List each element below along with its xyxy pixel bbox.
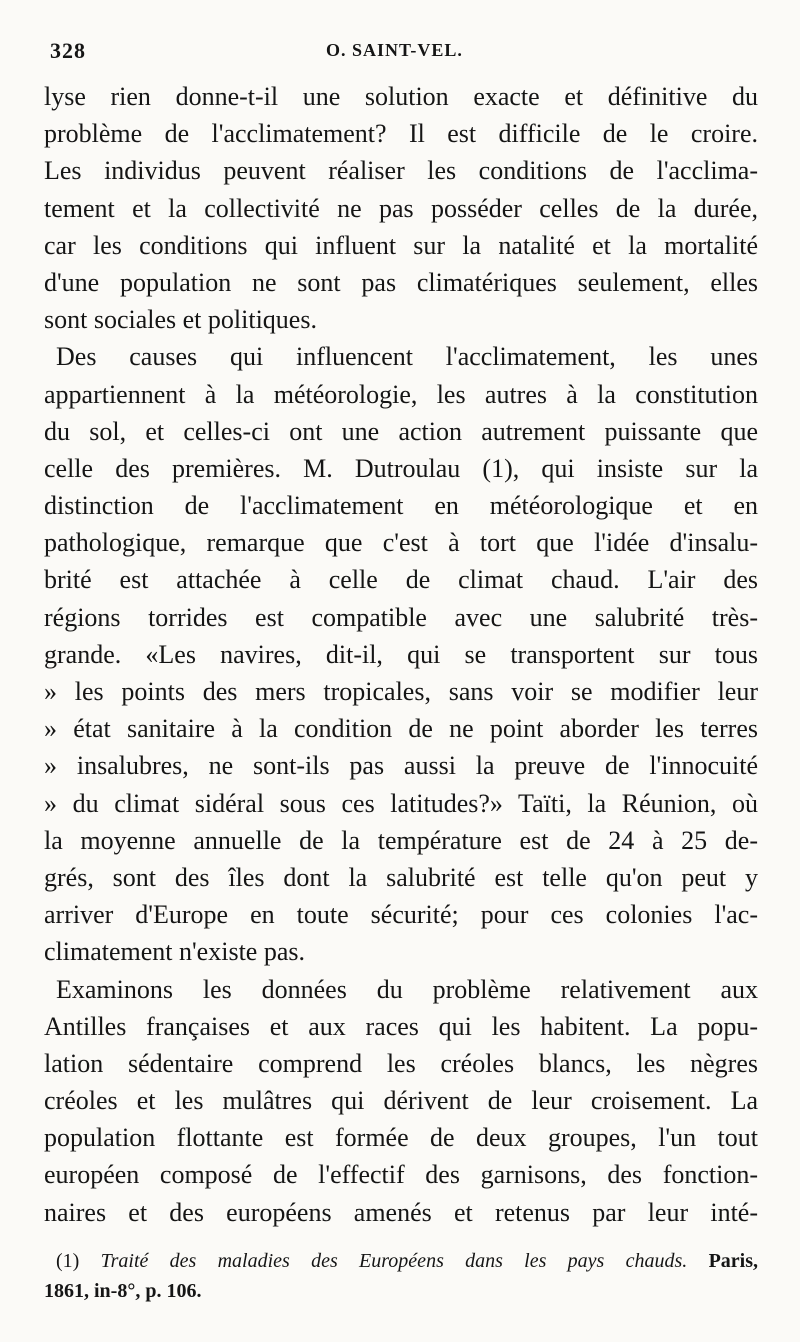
body-text (44, 78, 758, 1231)
text-line: la moyenne annuelle de la température est de 24 à 25 de- (44, 825, 758, 855)
text-line: grande. «Les navires, dit-il, qui se transportent sur tous (44, 639, 758, 669)
text-line: celle des premières. M. Dutroulau (1), qui insiste sur la (44, 453, 758, 483)
page-number: 328 (50, 38, 86, 63)
text-line: d'une population ne sont pas climatériques seulement, elles (44, 267, 758, 297)
running-head (44, 34, 758, 74)
text-line: du sol, et celles-ci ont une action autrement puissante que (44, 416, 758, 446)
text-line: naires et des européens amenés et retenus par leur inté- (44, 1197, 758, 1227)
text-line: » insalubres, ne sont-ils pas aussi la preuve de l'innocuité (44, 751, 758, 781)
text-line: Antilles françaises et aux races qui les habitent. La popu- (44, 1011, 758, 1041)
text-line: Examinons les données du problème relativement aux (56, 974, 758, 1004)
footnote-line: 1861, in-8°, p. 106. (44, 1280, 202, 1302)
text-line: régions torrides est compatible avec une salubrité très- (44, 602, 758, 632)
text-line: car les conditions qui influent sur la natalité et la mortalité (44, 230, 758, 260)
text-line: pathologique, remarque que c'est à tort que l'idée d'insalu- (44, 528, 758, 558)
text-line: lation sédentaire comprend les créoles blancs, les nègres (44, 1048, 758, 1078)
text-line: Les individus peuvent réaliser les conditions de l'acclima- (44, 156, 758, 186)
footnote-line (44, 1246, 758, 1276)
text-line: population flottante est formée de deux groupes, l'un tout (44, 1123, 758, 1153)
text-line: distinction de l'acclimatement en météorologique et en (44, 491, 758, 521)
text-line: arriver d'Europe en toute sécurité; pour ces colonies l'ac- (44, 900, 758, 930)
text-line: Des causes qui influencent l'acclimatement, les unes (56, 342, 758, 372)
text-line: appartiennent à la météorologie, les autres à la constitution (44, 379, 758, 409)
text-line: lyse rien donne-t-il une solution exacte et définitive du (44, 82, 758, 111)
text-line: européen composé de l'effectif des garnisons, des fonction- (44, 1160, 758, 1190)
text-line: grés, sont des îles dont la salubrité est telle qu'on peut y (44, 862, 758, 892)
footnote-title: Traité des maladies des Européens dans les pays chauds. (100, 1250, 688, 1272)
text-line: créoles et les mulâtres qui dérivent de leur croisement. La (44, 1086, 758, 1116)
text-line: climatement n'existe pas. (44, 937, 305, 967)
running-title: O. SAINT-VEL. (326, 40, 463, 60)
text-line: » les points des mers tropicales, sans voir se modifier leur (44, 677, 758, 706)
text-line: » du climat sidéral sous ces latitudes?» Taïti, la Réunion, où (44, 788, 758, 818)
footnote (44, 1246, 758, 1306)
text-line: tement et la collectivité ne pas posséder celles de la durée, (44, 193, 758, 223)
text-line: brité est attachée à celle de climat chaud. L'air des (44, 565, 758, 595)
footnote-place: Paris, (708, 1250, 758, 1272)
text-line: problème de l'acclimatement? Il est difficile de le croire. (44, 119, 758, 149)
footnote-marker: (1) (56, 1250, 80, 1272)
text-line: sont sociales et politiques. (44, 305, 317, 335)
text-line: » état sanitaire à la condition de ne point aborder les terres (44, 714, 758, 744)
